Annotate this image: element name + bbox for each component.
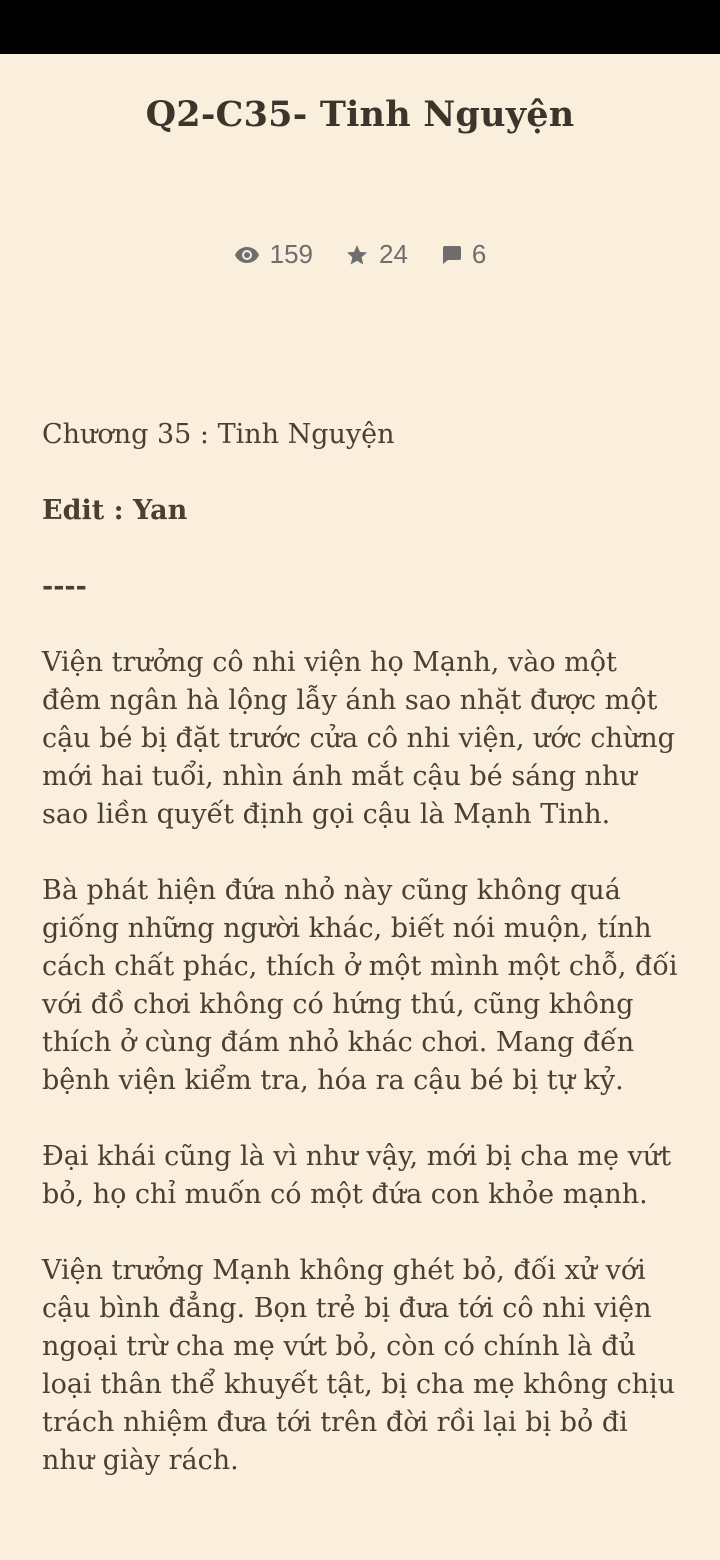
votes-count: 24 — [379, 239, 408, 269]
star-icon — [345, 243, 369, 267]
chapter-heading: Chương 35 : Tinh Nguyện — [42, 419, 395, 450]
views-count: 159 — [269, 239, 313, 269]
chapter-stats — [0, 239, 720, 270]
chapter-title: Q2-C35- Tinh Nguyện — [145, 94, 575, 135]
status-bar — [0, 0, 720, 54]
paragraph: Viện trưởng Mạnh không ghét bỏ, đối xử với cậu bình đẳng. Bọn trẻ bị đưa tới cô nhi viện ngoại trừ cha mẹ vứt bỏ, còn có chính là đủ loại thân thể khuyết tật, bị cha mẹ không chịu trách nhiệm đưa tới trên đời rồi lại bị bỏ đi như giày rách. — [42, 1255, 675, 1476]
chapter-header — [0, 54, 720, 135]
chapter-content — [0, 416, 720, 1480]
comment-icon — [440, 244, 462, 266]
paragraph: Đại khái cũng là vì như vậy, mới bị cha mẹ vứt bỏ, họ chỉ muốn có một đứa con khỏe mạnh. — [42, 1141, 672, 1210]
views-stat — [234, 239, 313, 270]
separator: ---- — [42, 571, 87, 602]
editor-credit: Edit : Yan — [42, 495, 188, 526]
comments-stat — [440, 239, 486, 270]
votes-stat — [345, 239, 408, 270]
paragraph: Bà phát hiện đứa nhỏ này cũng không quá giống những người khác, biết nói muộn, tính cách chất phác, thích ở một mình một chỗ, đối với đồ chơi không có hứng thú, cũng không thích ở cùng đám nhỏ khác chơi. Mang đến bệnh viện kiểm tra, hóa ra cậu bé bị tự kỷ. — [42, 875, 678, 1096]
paragraph: Viện trưởng cô nhi viện họ Mạnh, vào một đêm ngân hà lộng lẫy ánh sao nhặt được một cậu bé bị đặt trước cửa cô nhi viện, ước chừng mới hai tuổi, nhìn ánh mắt cậu bé sáng như sao liền quyết định gọi cậu là Mạnh Tinh. — [42, 647, 675, 830]
eye-icon — [234, 246, 260, 264]
comments-count: 6 — [471, 239, 487, 269]
